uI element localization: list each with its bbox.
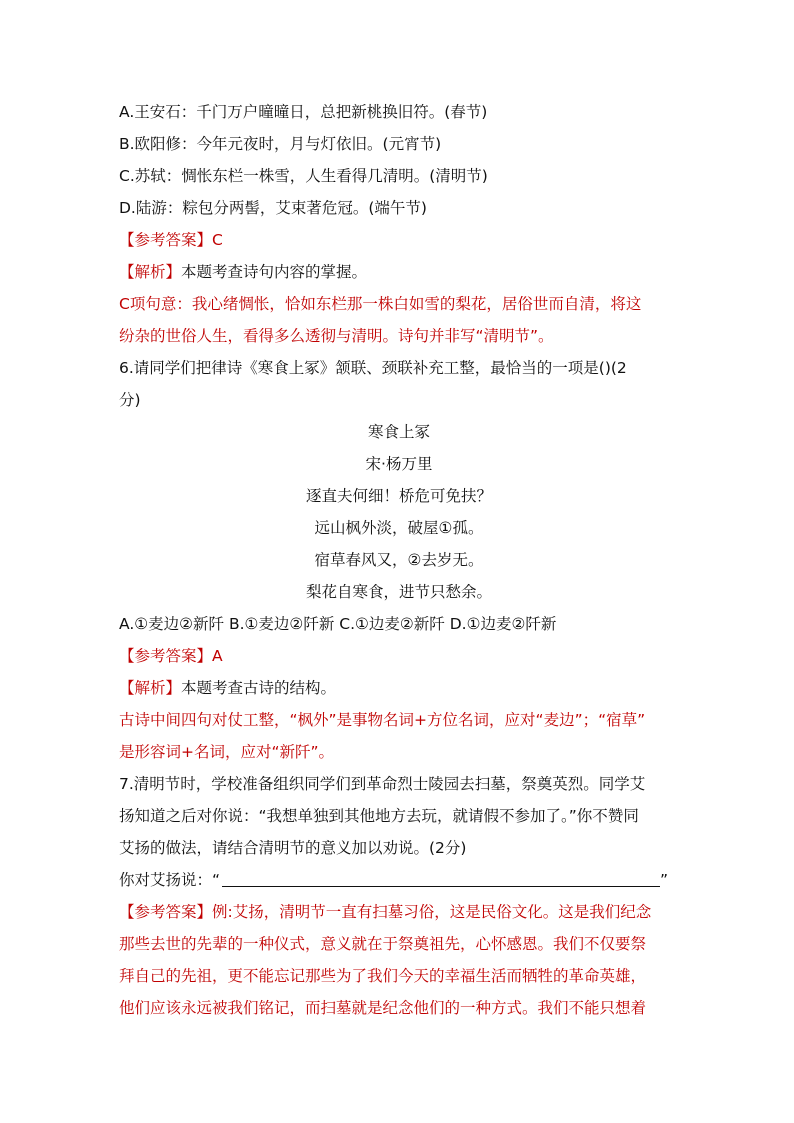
q5-analysis [119, 256, 679, 288]
q6-analysis-detail-1: 古诗中间四句对仗工整，“枫外”是事物名词+方位名词，应对“麦边”；“宿草” [119, 711, 646, 729]
poem-line-1: 逐直夫何细！桥危可免扶？ [305, 487, 492, 505]
q7-answer-1 [119, 896, 679, 928]
answer-text-1: 例:艾扬，清明节一直有扫墓习俗，这是民俗文化。这是我们纪念 [212, 903, 652, 921]
prompt-text: 你对艾扬说：“ [119, 871, 221, 889]
q6-stem-2: 分) [119, 391, 141, 409]
q6-analysis-detail-2: 是形容词+名词，应对“新阡”。 [119, 743, 335, 761]
analysis-text: 本题考查诗句内容的掌握。 [181, 263, 368, 281]
analysis-tag: 【解析】 [119, 679, 182, 697]
analysis-tag: 【解析】 [119, 263, 182, 281]
q7-stem-3: 艾扬的做法，请结合清明节的意义加以劝说。(2分) [119, 839, 467, 857]
answer-tag: 【参考答案】 [119, 647, 213, 665]
q5-answer [119, 224, 679, 256]
poem-line-2: 远山枫外淡，破屋①孤。 [314, 519, 484, 537]
q6-answer [119, 640, 679, 672]
analysis-text: 本题考查古诗的结构。 [181, 679, 337, 697]
poem-line-4: 梨花自寒食，进节只愁余。 [305, 583, 492, 601]
answer-value: A [212, 647, 223, 665]
q7-answer-2: 那些去世的先辈的一种仪式，意义就在于祭奠祖先，心怀感恩。我们不仅要祭 [119, 935, 647, 953]
answer-tag: 【参考答案】 [119, 903, 213, 921]
document-page [119, 96, 679, 1024]
q5-option-b: B.欧阳修：今年元夜时，月与灯依旧。(元宵节) [119, 135, 442, 153]
q5-option-a: A.王安石：千门万户曈曈日，总把新桃换旧符。(春节) [119, 103, 488, 121]
q5-analysis-detail-1: C项句意：我心绪惆怅，恰如东栏那一株白如雪的梨花，居俗世而自清，将这 [119, 295, 642, 313]
poem-author: 宋·杨万里 [365, 455, 433, 473]
answer-tag: 【参考答案】 [119, 231, 213, 249]
q7-stem-2: 扬知道之后对你说：“我想单独到其他地方去玩，就请假不参加了。”你不赞同 [119, 807, 639, 825]
q7-answer-4: 他们应该永远被我们铭记，而扫墓就是纪念他们的一种方式。我们不能只想着 [119, 999, 647, 1017]
prompt-end: ” [660, 871, 669, 889]
q6-options: A.①麦边②新阡 B.①麦边②阡新 C.①边麦②新阡 D.①边麦②阡新 [119, 615, 557, 633]
q5-option-c: C.苏轼：惆怅东栏一株雪，人生看得几清明。(清明节) [119, 167, 488, 185]
answer-blank-line [222, 868, 660, 887]
q5-option-d: D.陆游：粽包分两髻，艾束著危冠。(端午节) [119, 199, 427, 217]
q7-stem-1: 7.清明节时，学校准备组织同学们到革命烈士陵园去扫墓，祭奠英烈。同学艾 [119, 775, 646, 793]
q6-analysis [119, 672, 679, 704]
poem-line-3: 宿草春风又，②去岁无。 [314, 551, 484, 569]
q7-response-prompt [119, 864, 679, 896]
poem-title: 寒食上冢 [367, 423, 430, 441]
q6-stem-1: 6.请同学们把律诗《寒食上冢》颔联、颈联补充工整，最恰当的一项是()(2 [119, 359, 627, 377]
q7-answer-3: 拜自己的先祖，更不能忘记那些为了我们今天的幸福生活而牺牲的革命英雄， [119, 967, 647, 985]
answer-value: C [212, 231, 223, 249]
q5-analysis-detail-2: 纷杂的世俗人生，看得多么透彻与清明。诗句并非写“清明节”。 [119, 327, 554, 345]
